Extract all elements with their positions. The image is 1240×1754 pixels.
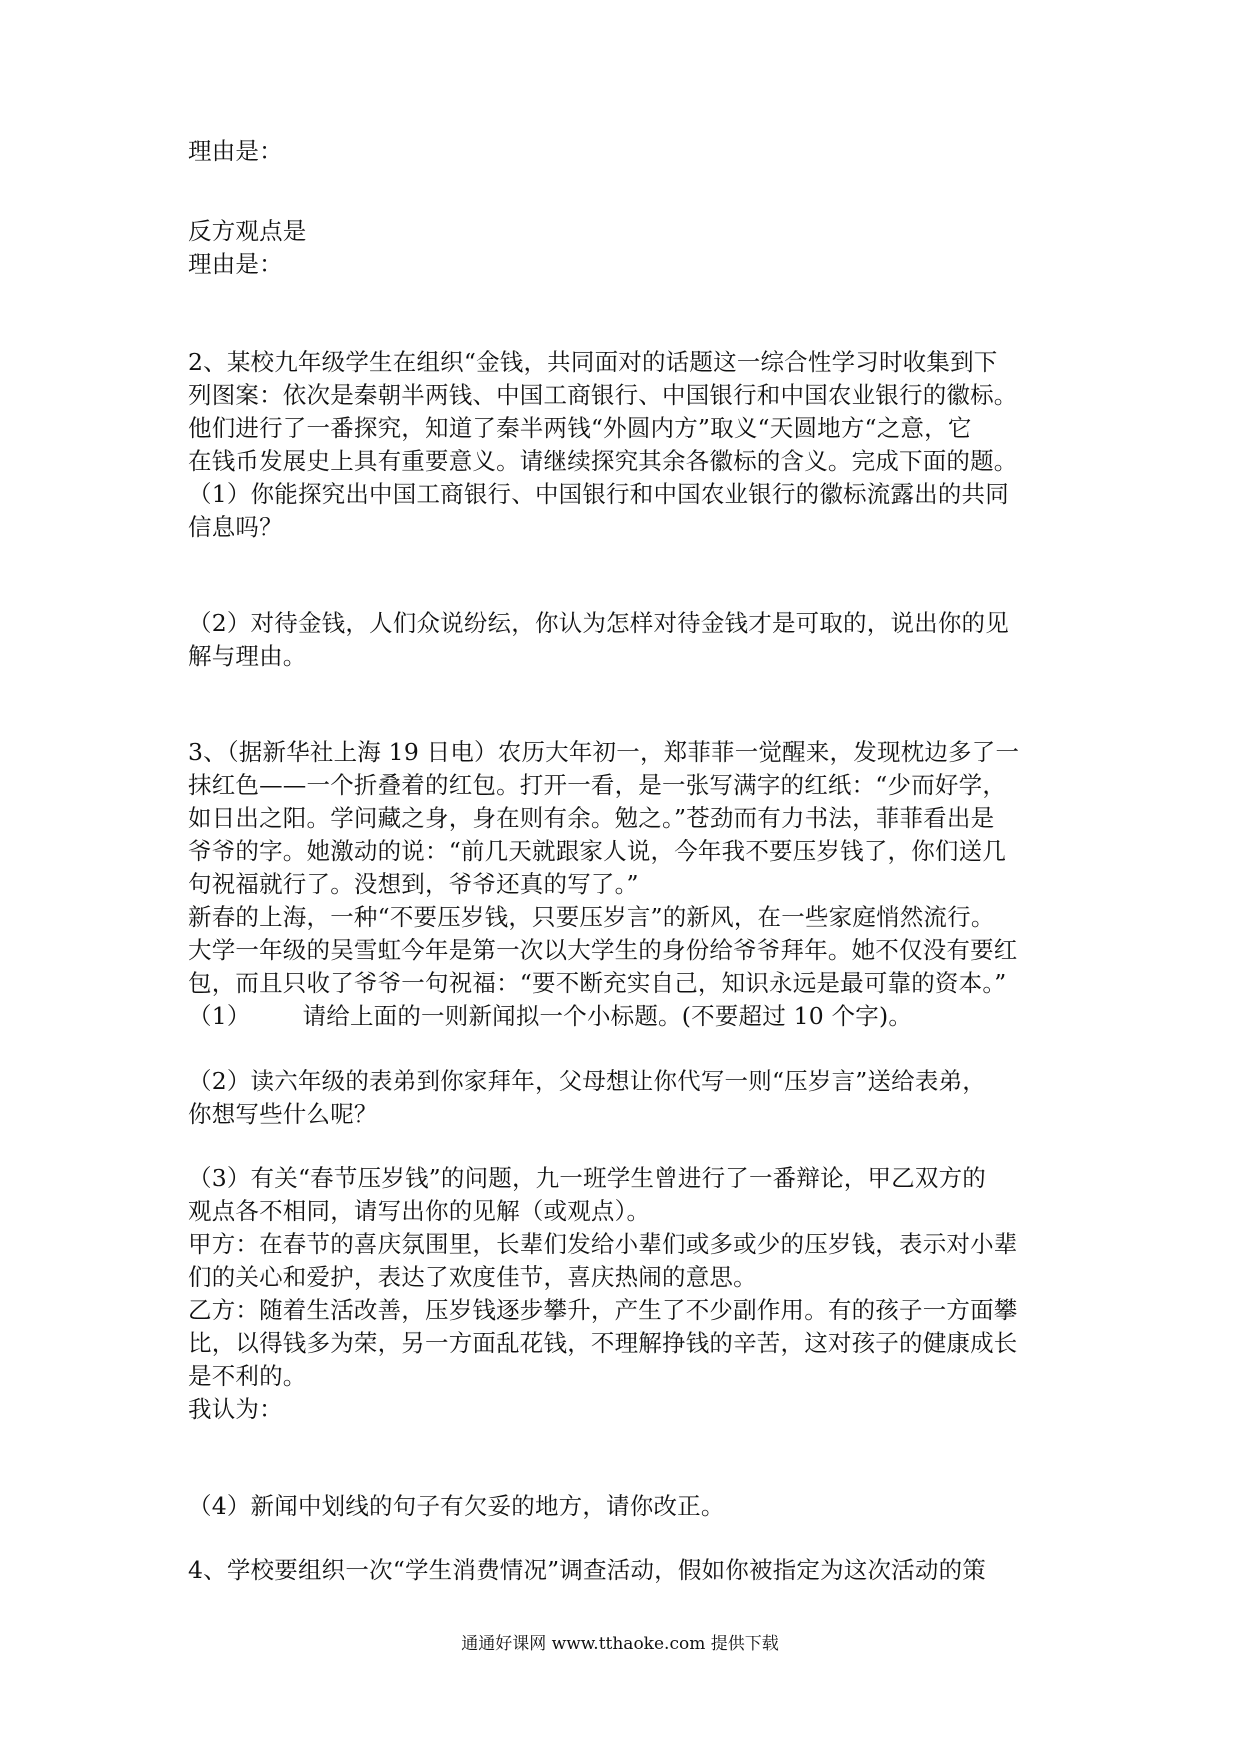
reason-label-1: 理由是： — [188, 137, 283, 165]
q3-line-1: 3、（据新华社上海 19 日电）农历大年初一，郑菲菲一觉醒来，发现枕边多了一 — [188, 738, 1020, 766]
q3-line-18: 是不利的。 — [188, 1362, 307, 1390]
q2-line-8: 解与理由。 — [188, 642, 307, 670]
q3-line-3: 如日出之阳。学问藏之身，身在则有余。勉之。”苍劲而有力书法，菲菲看出是 — [188, 804, 995, 832]
q3-line-2: 抹红色——一个折叠着的红包。打开一看，是一张写满字的红纸：“少而好学， — [188, 771, 1007, 799]
q3-line-12: （3）有关“春节压岁钱”的问题，九一班学生曾进行了一番辩论，甲乙双方的 — [188, 1164, 986, 1192]
q2-line-1: 2、某校九年级学生在组织“金钱，共同面对的话题这一综合性学习时收集到下 — [188, 348, 998, 376]
page-footer: 通通好课网 www.tthaoke.com 提供下载 — [461, 1634, 779, 1654]
q3-line-6: 新春的上海，一种“不要压岁钱，只要压岁言”的新风，在一些家庭悄然流行。 — [188, 903, 995, 931]
q2-line-3: 他们进行了一番探究，知道了秦半两钱“外圆内方”取义“天圆地方“之意，它 — [188, 414, 972, 442]
q3-subquestion-1-number: （1） — [188, 1002, 251, 1030]
reason-label-2: 理由是： — [188, 250, 283, 278]
q3-line-4: 爷爷的字。她激动的说：“前几天就跟家人说，今年我不要压岁钱了，你们送几 — [188, 837, 1007, 865]
q3-line-16: 乙方：随着生活改善，压岁钱逐步攀升，产生了不少副作用。有的孩子一方面攀 — [188, 1296, 1018, 1324]
q3-line-8: 包，而且只收了爷爷一句祝福：“要不断充实自己，知识永远是最可靠的资本。” — [188, 969, 1007, 997]
q2-line-4: 在钱币发展史上具有重要意义。请继续探究其余各徽标的含义。完成下面的题。 — [188, 447, 1018, 475]
q3-subquestion-1 — [188, 1001, 912, 1031]
q3-line-17: 比，以得钱多为荣，另一方面乱花钱，不理解挣钱的辛苦，这对孩子的健康成长 — [188, 1329, 1018, 1357]
q3-line-20: （4）新闻中划线的句子有欠妥的地方，请你改正。 — [188, 1492, 725, 1520]
q2-line-6: 信息吗？ — [188, 513, 283, 541]
q3-line-13: 观点各不相同，请写出你的见解（或观点）。 — [188, 1197, 651, 1225]
q3-line-14: 甲方：在春节的喜庆氛围里，长辈们发给小辈们或多或少的压岁钱，表示对小辈 — [188, 1230, 1018, 1258]
q3-subquestion-1-text: 请给上面的一则新闻拟一个小标题。(不要超过 10 个字)。 — [302, 1002, 913, 1030]
q3-line-5: 句祝福就行了。没想到，爷爷还真的写了。” — [188, 870, 639, 898]
q2-line-7: （2）对待金钱，人们众说纷纭，你认为怎样对待金钱才是可取的，说出你的见 — [188, 609, 1009, 637]
q3-line-11: 你想写些什么呢？ — [188, 1100, 378, 1128]
q4-line-1: 4、学校要组织一次“学生消费情况”调查活动，假如你被指定为这次活动的策 — [188, 1556, 986, 1584]
q3-line-15: 们的关心和爱护，表达了欢度佳节，喜庆热闹的意思。 — [188, 1263, 757, 1291]
q2-line-5: （1）你能探究出中国工商银行、中国银行和中国农业银行的徽标流露出的共同 — [188, 480, 1009, 508]
opposing-view-label: 反方观点是 — [188, 217, 307, 245]
q2-line-2: 列图案：依次是秦朝半两钱、中国工商银行、中国银行和中国农业银行的徽标。 — [188, 381, 1018, 409]
q3-line-7: 大学一年级的吴雪虹今年是第一次以大学生的身份给爷爷拜年。她不仅没有要红 — [188, 936, 1018, 964]
q3-line-19: 我认为： — [188, 1395, 283, 1423]
q3-line-10: （2）读六年级的表弟到你家拜年，父母想让你代写一则“压岁言”送给表弟， — [188, 1067, 986, 1095]
